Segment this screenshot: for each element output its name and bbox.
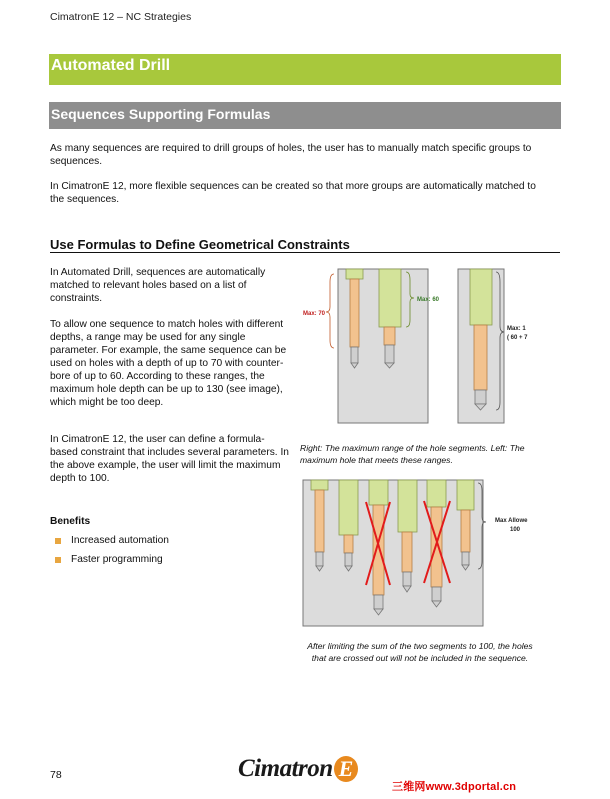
benefits-heading: Benefits: [50, 516, 91, 527]
label-max1-formula: ( 60 + 7: [507, 335, 528, 341]
benefit-item: [55, 554, 163, 565]
subsection-title: Use Formulas to Define Geometrical Constraints: [50, 237, 350, 252]
hole-segment: [373, 505, 384, 595]
label-max-allowed-value: 100: [510, 527, 521, 533]
section-title: Sequences Supporting Formulas: [51, 106, 271, 122]
figure2-caption: After limiting the sum of the two segments to 100, the holes that are crossed out will not be included in the sequence.: [307, 641, 533, 663]
hole-segment: [315, 490, 324, 552]
logo-e-icon: E: [334, 756, 358, 782]
counterbore-segment: [379, 269, 401, 327]
hole-segment: [474, 325, 487, 390]
label-max70: Max: 70: [303, 311, 326, 317]
logo-text: Cimatron: [238, 755, 333, 782]
figure1-caption: Right: The maximum range of the hole segments. Left: The maximum hole that meets these ranges.: [300, 443, 525, 465]
benefit-label: Faster programming: [71, 554, 163, 565]
intro-paragraph-1: As many sequences are required to drill groups of holes, the user has to manually match specific groups to sequences.: [50, 143, 532, 167]
site-watermark: 三维网www.3dportal.cn: [392, 781, 517, 793]
intro-paragraph-2: In CimatronE 12, more flexible sequences can be created so that more groups are automatically matched to the sequences.: [50, 181, 536, 205]
page-number: 78: [50, 769, 62, 781]
hole-segment: [431, 507, 442, 587]
bullet-square-icon: [55, 538, 61, 544]
benefit-item: [55, 535, 169, 546]
label-max1: Max: 1: [507, 326, 526, 332]
figure-limited-holes: [300, 477, 560, 629]
section-banner: [49, 102, 561, 129]
label-max60: Max: 60: [417, 297, 440, 303]
document-header: CimatronE 12 – NC Strategies: [50, 11, 192, 23]
bullet-square-icon: [55, 557, 61, 563]
figure-hole-ranges: [300, 262, 560, 434]
subsection-rule: [50, 252, 560, 253]
benefit-label: Increased automation: [71, 535, 169, 546]
body-paragraph-1: In Automated Drill, sequences are automatically matched to relevant holes based on a list of constraints.: [50, 267, 266, 304]
body-paragraph-3: In CimatronE 12, the user can define a formula-based constraint that includes several parameters. In the above example, the user will limit the maximum depth to 100.: [50, 434, 289, 484]
workpiece-block: [303, 480, 483, 626]
cimatron-logo: [238, 755, 358, 783]
body-paragraph-2: To allow one sequence to match holes with different depths, a range may be used for any single parameter. For example, the same sequence can be used on holes with a depth of up to 70 with counter-bore of up to 60. According to these ranges, the maximum hole depth can be up to 130 (see image), which might be too deep.: [50, 319, 287, 408]
chapter-banner: [49, 54, 561, 85]
chapter-title: Automated Drill: [51, 57, 171, 74]
hole-segment: [350, 279, 359, 347]
label-max-allowed: Max Allowe: [495, 518, 528, 524]
